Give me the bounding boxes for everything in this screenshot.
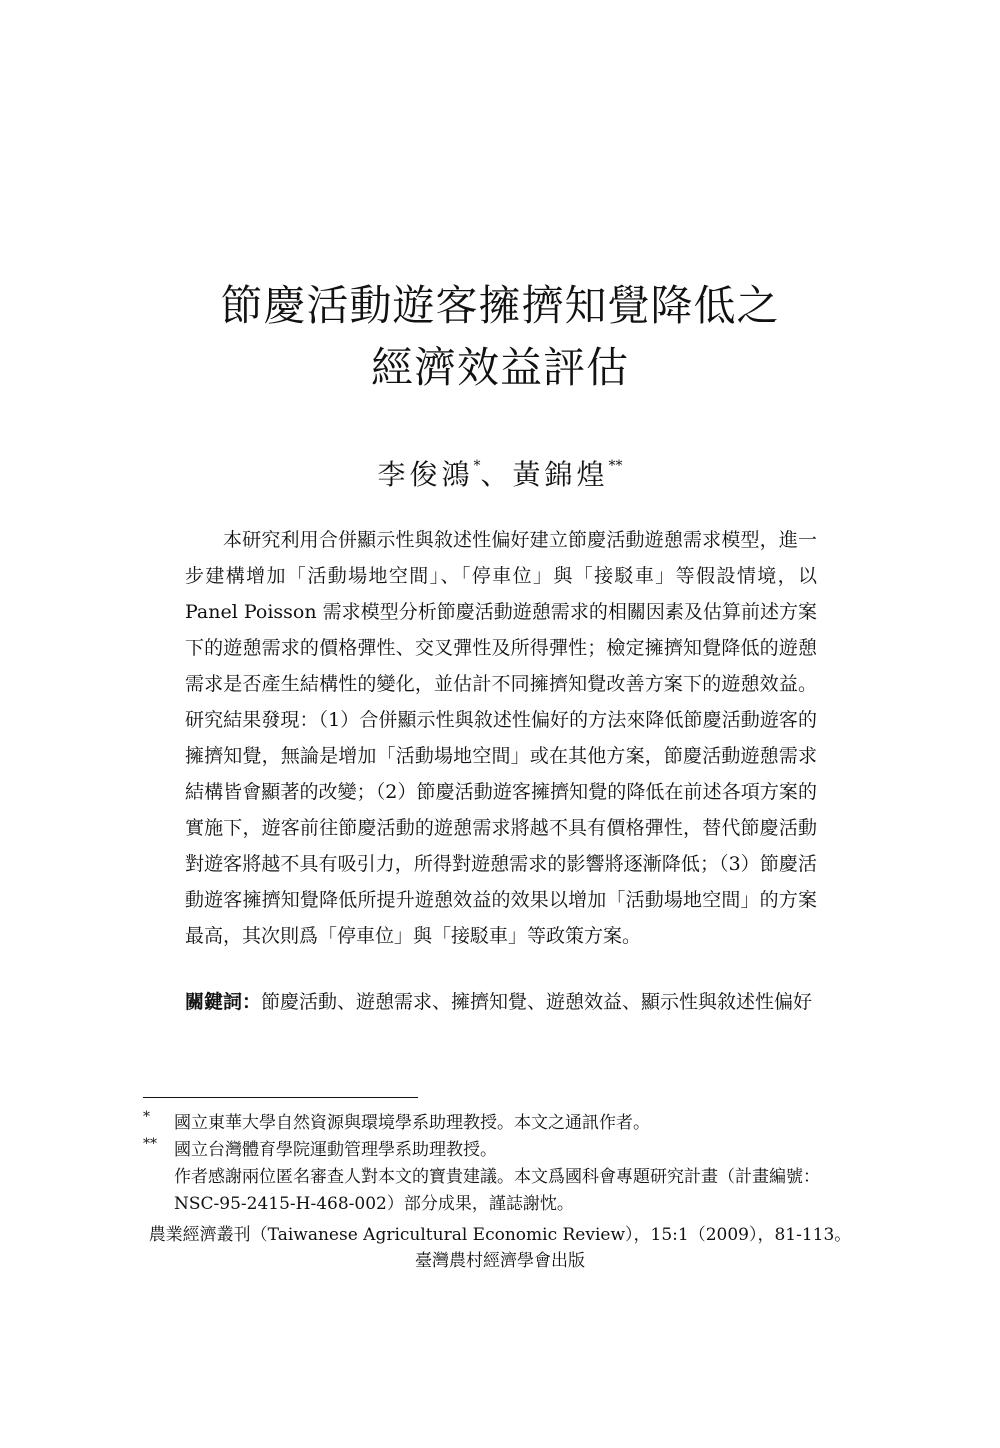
author-2-name: 黃錦煌	[512, 458, 609, 491]
footnote-1-mark: *	[143, 1109, 150, 1125]
author-2-footnote-mark: **	[608, 458, 623, 474]
abstract-text: 本研究利用合併顯示性與敘述性偏好建立節慶活動遊憩需求模型，進一步建構增加「活動場地空間」、「停車位」與「接駁車」等假設情境，以 Panel Poisson 需求模型分析節慶活動遊憩需求的相關因素及估算前述方案下的遊憩需求的價格彈性、交叉彈性及所得彈性；檢定擁擠知覺降低的遊憩需求是否產生結構性的變化，並估計不同擁擠知覺改善方案下的遊憩效益。研究結果發現：（1）合併顯示性與敘述性偏好的方法來降低節慶活動遊客的擁擠知覺，無論是增加「活動場地空間」或在其他方案，節慶活動遊憩需求結構皆會顯著的改變；（2）節慶活動遊客擁擠知覺的降低在前述各項方案的實施下，遊客前往節慶活動的遊憩需求將越不具有價格彈性，替代節慶活動對遊客將越不具有吸引力，所得對遊憩需求的影響將逐漸降低；（3）節慶活動遊客擁擠知覺降低所提升遊憩效益的效果以增加「活動場地空間」的方案最高，其次則爲「停車位」與「接駁車」等政策方案。	[185, 529, 817, 947]
footnote-acknowledgement	[143, 1164, 863, 1218]
keywords-list: 節慶活動、遊憩需求、擁擠知覺、遊憩效益、顯示性與敘述性偏好	[261, 991, 813, 1013]
journal-publisher: 臺灣農村經濟學會出版	[415, 1251, 585, 1271]
journal-info	[100, 1222, 900, 1274]
journal-citation: 農業經濟叢刊（Taiwanese Agricultural Economic Review），15:1（2009），81-113。	[148, 1225, 852, 1245]
footnote-1-text: 國立東華大學自然資源與環境學系助理教授。本文之通訊作者。	[174, 1113, 650, 1133]
author-list	[100, 446, 900, 495]
keywords-label: 關鍵詞：	[185, 991, 262, 1013]
footnote-divider	[143, 1097, 418, 1098]
footnote-1	[143, 1110, 863, 1137]
title-line-2: 經濟效益評估	[370, 343, 629, 392]
author-separator: 、	[480, 458, 513, 491]
acknowledgement-text: 作者感謝兩位匿名審查人對本文的寶貴建議。本文爲國科會專題研究計畫（計畫編號：NSC-95-2415-H-468-002）部分成果，謹誌謝忱。	[174, 1167, 820, 1214]
author-1-name: 李俊鴻	[377, 458, 474, 491]
footnote-2	[143, 1137, 863, 1164]
author-1-footnote-mark: *	[473, 458, 481, 474]
footnote-2-mark: **	[143, 1136, 157, 1152]
footnote-2-text: 國立台灣體育學院運動管理學系助理教授。	[174, 1140, 497, 1160]
keywords-block	[185, 984, 817, 1020]
title-line-1: 節慶活動遊客擁擠知覺降低之	[220, 281, 780, 330]
